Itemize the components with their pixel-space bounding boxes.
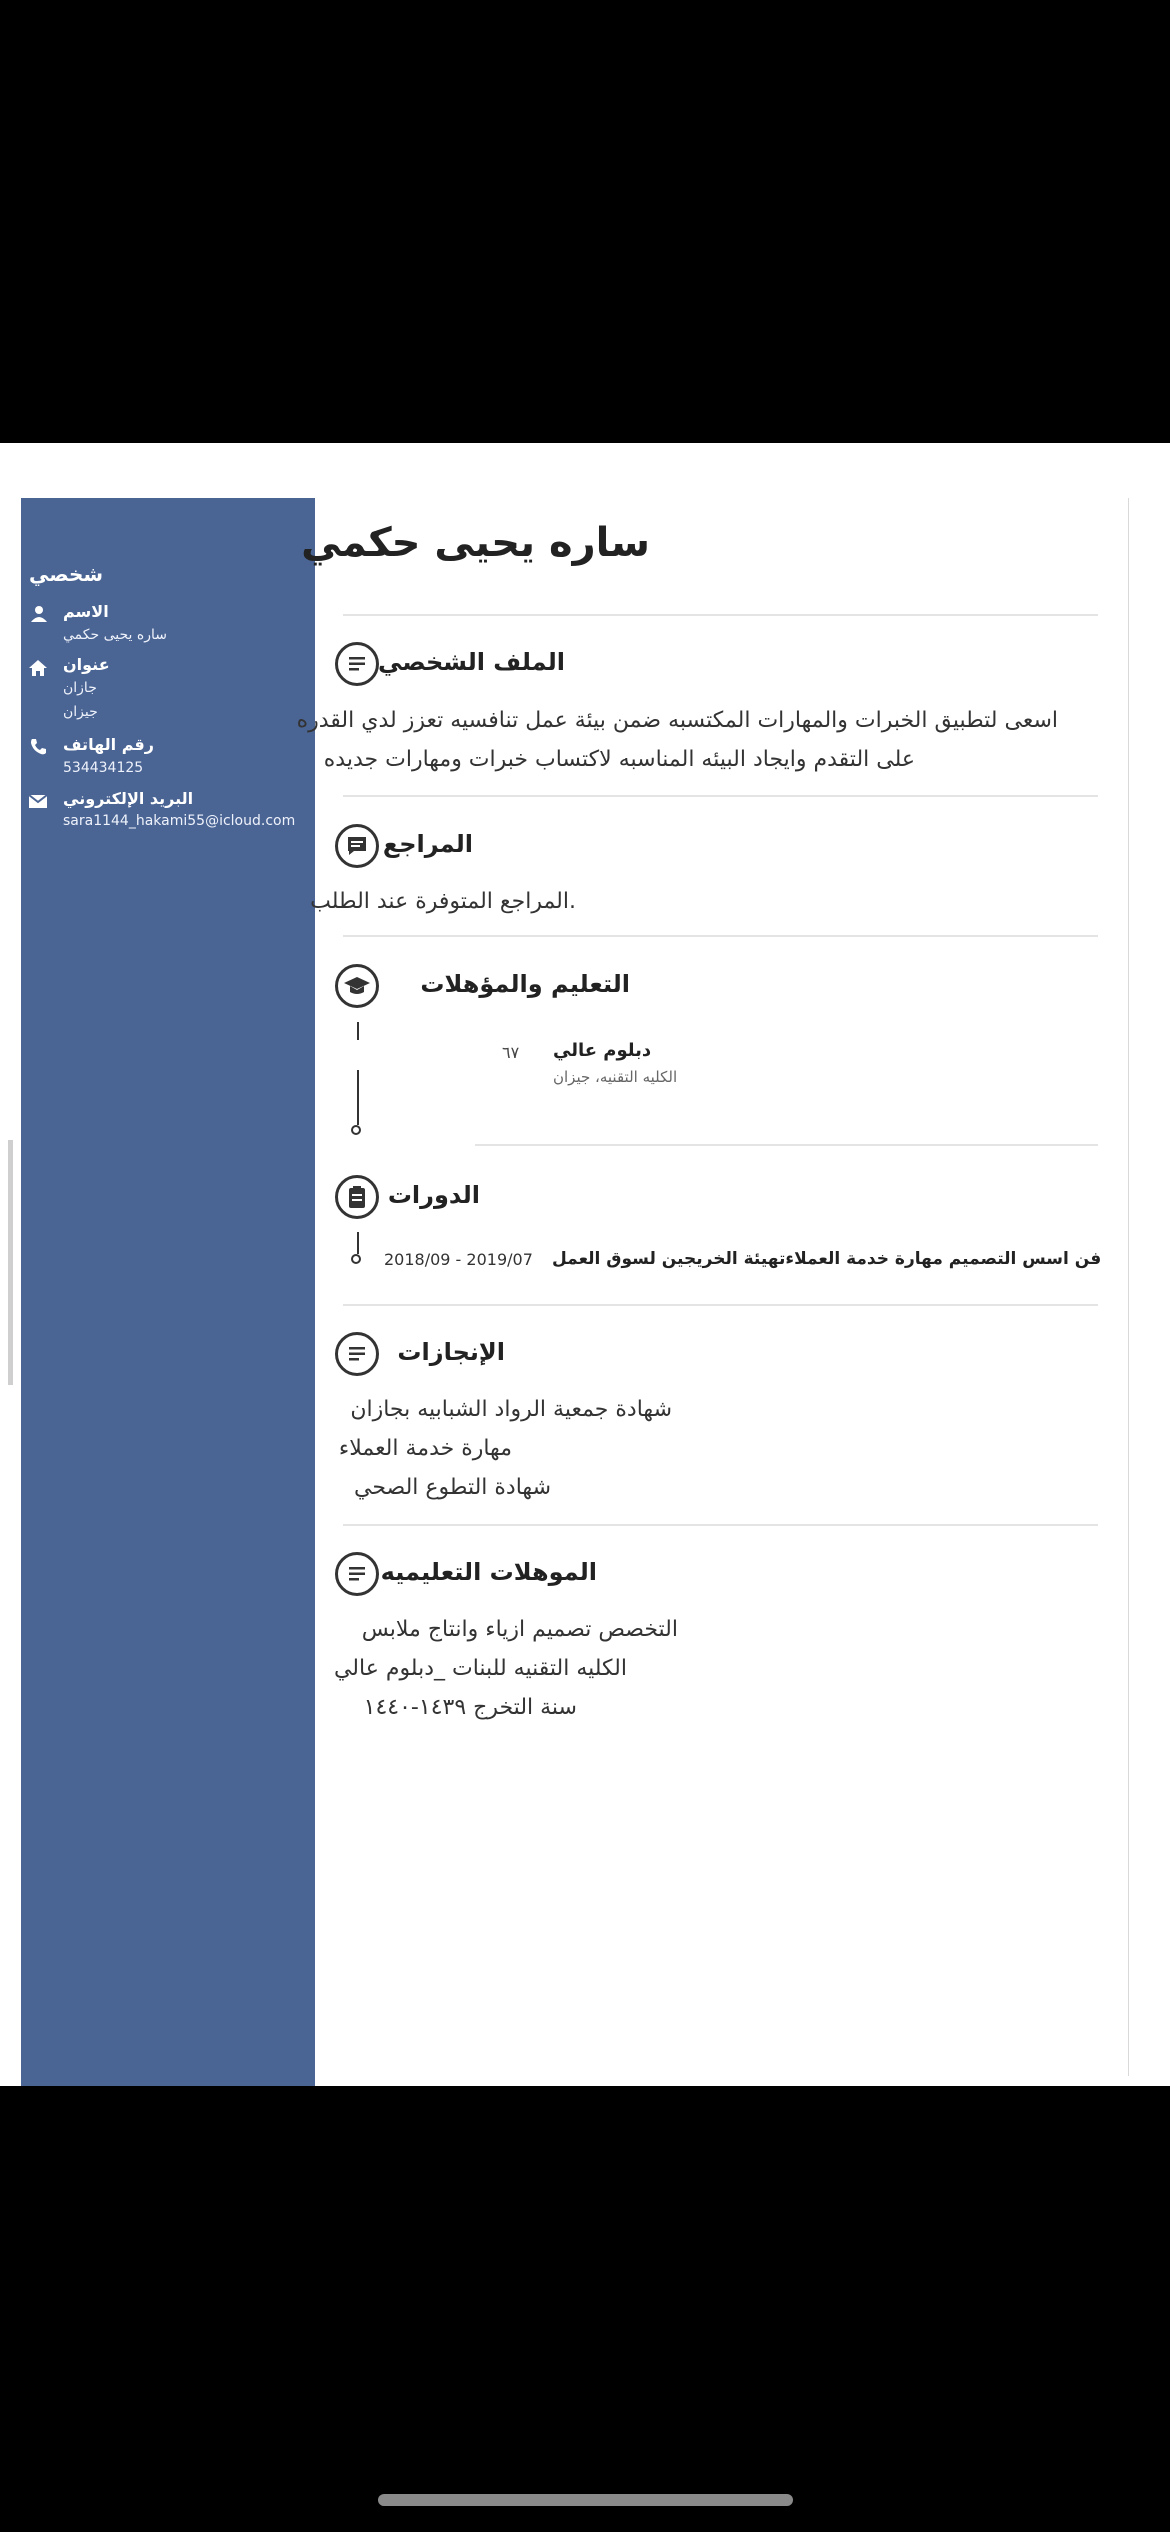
- achievement-item: شهادة التطوع الصحي: [353, 1475, 551, 1500]
- timeline-dot: [351, 1125, 361, 1135]
- sidebar-title: شخصي: [29, 562, 104, 586]
- address-line-2: جيزان: [63, 704, 98, 720]
- graduation-cap-icon: [338, 967, 376, 1005]
- divider: [343, 614, 1098, 616]
- timeline-line: [357, 1022, 359, 1040]
- home-icon: [28, 658, 48, 678]
- qualification-item: الكليه التقنيه للبنات _دبلوم عالي: [333, 1656, 627, 1681]
- lines-icon: [338, 1335, 376, 1373]
- education-section-icon: [335, 964, 379, 1008]
- timeline-line: [357, 1232, 359, 1254]
- references-section-icon: [335, 824, 379, 868]
- qualification-item: التخصص تصميم ازياء وانتاج ملابس: [361, 1617, 678, 1642]
- scroll-indicator[interactable]: [8, 1140, 13, 1385]
- lines-icon: [338, 1555, 376, 1593]
- page-title: ساره يحيى حكمي: [301, 520, 650, 566]
- lines-icon: [338, 645, 376, 683]
- qualifications-title: الموهلات التعليميه: [380, 1558, 597, 1586]
- clipboard-icon: [338, 1178, 376, 1216]
- achievement-item: شهادة جمعية الرواد الشبابيه بجازان: [350, 1397, 672, 1422]
- paper-edge: [1128, 498, 1129, 2076]
- profile-title: الملف الشخصي: [378, 648, 565, 676]
- timeline-dot: [351, 1254, 361, 1264]
- qualifications-section-icon: [335, 1552, 379, 1596]
- profile-line-1: اسعى لتطبيق الخبرات والمهارات المكتسبه ضمن بيئة عمل تنافسيه تعزز لدي القدره: [296, 708, 1058, 733]
- divider: [343, 1304, 1098, 1306]
- references-title: المراجع: [382, 830, 473, 858]
- phone-value: 534434125: [63, 760, 144, 776]
- name-value: ساره يحيى حكمي: [63, 627, 167, 643]
- name-label: الاسم: [63, 602, 109, 621]
- address-line-1: جازان: [63, 680, 97, 696]
- education-degree: دبلوم عالي: [553, 1040, 652, 1061]
- course-name: فن اسس التصميم مهارة خدمة العملاءتهيئة الخريجين لسوق العمل: [552, 1249, 1102, 1269]
- course-date: 2018/09 - 2019/07: [384, 1250, 533, 1269]
- chat-icon: [338, 827, 376, 865]
- home-indicator[interactable]: [378, 2494, 793, 2506]
- achievements-title: الإنجازات: [397, 1338, 505, 1366]
- divider: [343, 935, 1098, 937]
- phone-label: رقم الهاتف: [63, 735, 154, 754]
- email-label: البريد الإلكتروني: [63, 789, 194, 808]
- address-label: عنوان: [63, 655, 110, 674]
- education-title: التعليم والمؤهلات: [420, 970, 630, 998]
- email-value: sara1144_hakami55@icloud.com: [63, 813, 296, 829]
- qualification-item: سنة التخرج ١٤٣٩-١٤٤٠: [363, 1695, 577, 1720]
- achievement-item: مهارة خدمة العملاء: [338, 1436, 512, 1461]
- profile-line-2: على التقدم وايجاد البيئه المناسبه لاكتساب خبرات ومهارات جديده: [323, 747, 915, 772]
- education-year: ٦٧: [502, 1043, 520, 1062]
- divider: [343, 1524, 1098, 1526]
- divider: [343, 795, 1098, 797]
- phone-icon: [28, 737, 48, 757]
- person-icon: [29, 604, 49, 624]
- divider: [475, 1144, 1098, 1146]
- education-institution: الكليه التقنيه، جيزان: [553, 1068, 678, 1086]
- courses-title: الدورات: [387, 1181, 480, 1209]
- achievements-section-icon: [335, 1332, 379, 1376]
- courses-section-icon: [335, 1175, 379, 1219]
- references-text: .المراجع المتوفرة عند الطلب: [310, 889, 576, 914]
- timeline-line: [357, 1070, 359, 1125]
- profile-section-icon: [335, 642, 379, 686]
- email-icon: [28, 791, 48, 811]
